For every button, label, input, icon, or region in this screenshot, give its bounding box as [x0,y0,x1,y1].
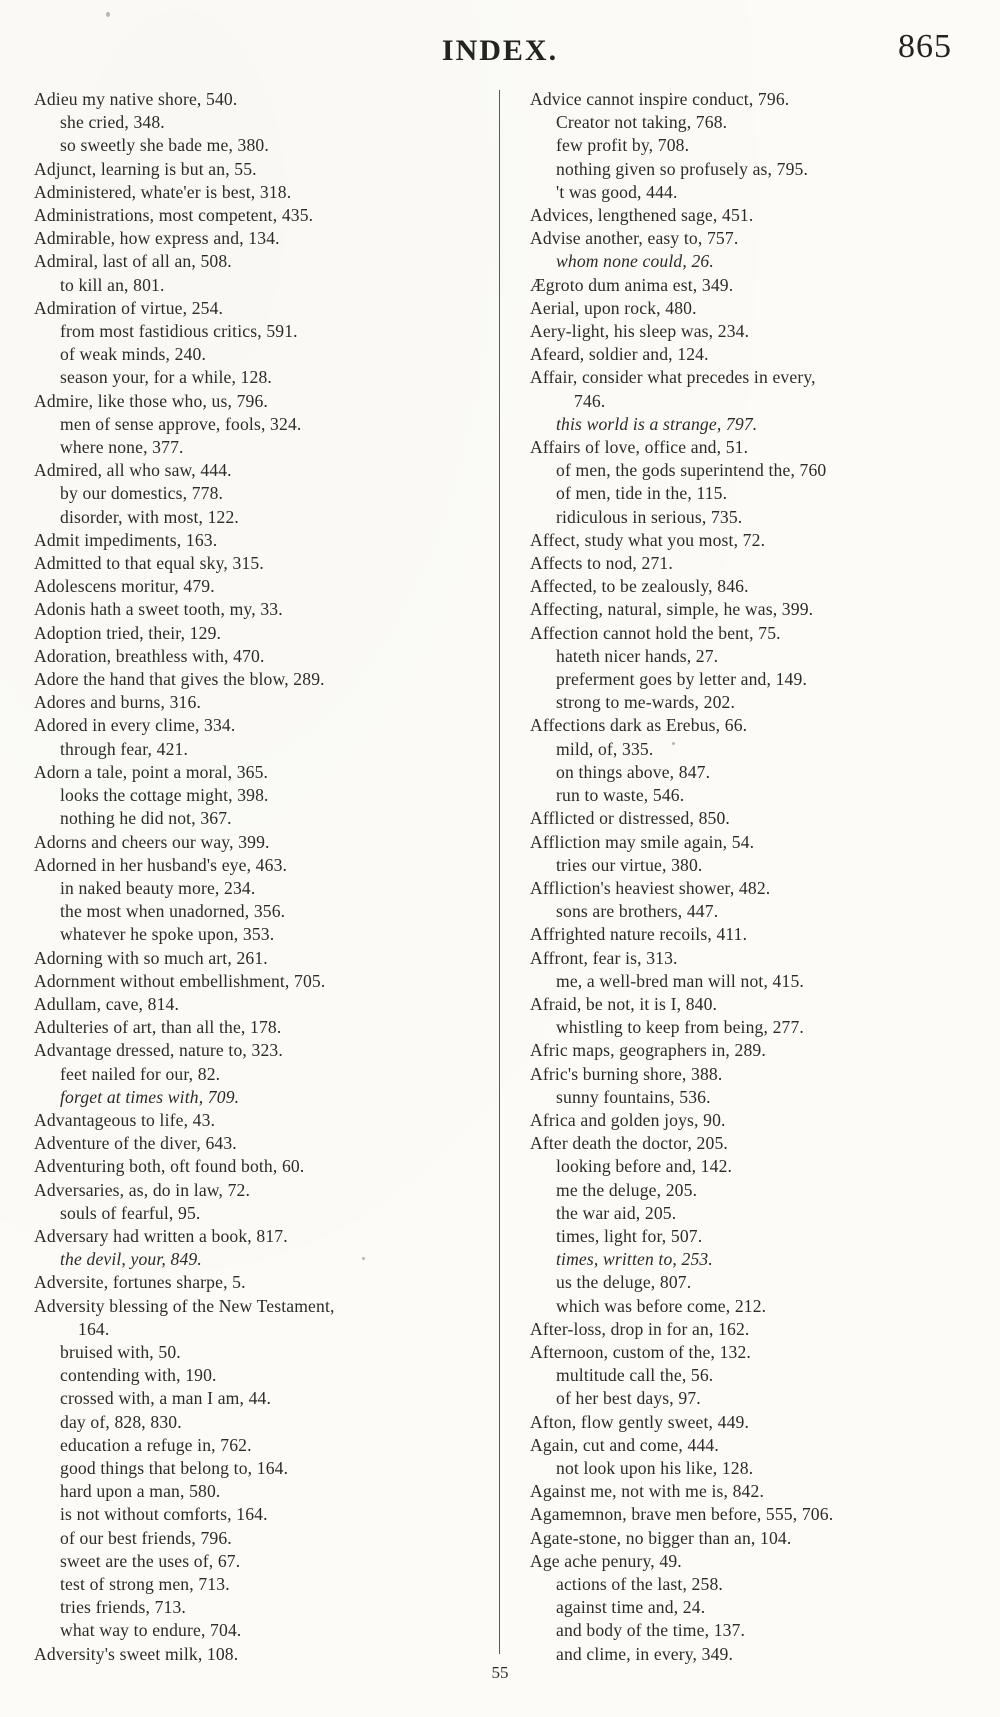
index-entry: on things above, 847. [556,761,711,782]
index-entry: feet nailed for our, 82. [60,1063,221,1084]
index-entry: Adorning with so much art, 261. [34,947,268,968]
index-entry: Adjunct, learning is but an, 55. [34,158,257,179]
index-entry: Adornment without embellishment, 705. [34,970,326,991]
index-entry: Adversary had written a book, 817. [34,1225,288,1246]
index-entry: Adoption tried, their, 129. [34,622,222,643]
index-entry: of men, tide in the, 115. [556,483,728,504]
index-entry: Adieu my native shore, 540. [34,89,238,109]
index-entry: Agamemnon, brave men before, 555, 706. [530,1504,834,1525]
index-entry: Adventuring both, oft found both, 60. [34,1156,305,1177]
index-entry: Affliction may smile again, 54. [530,831,755,852]
index-entry: she cried, 348. [60,112,165,133]
index-entry: whom none could, 26. [556,251,714,272]
index-entry: Adoration, breathless with, 470. [34,645,265,666]
index-entry: Affrighted nature recoils, 411. [530,924,748,945]
index-entry: Afflicted or distressed, 850. [530,808,730,829]
index-entry: multitude call the, 56. [556,1365,714,1386]
index-entry: 746. [574,390,606,411]
index-entry: Adversite, fortunes sharpe, 5. [34,1272,246,1293]
index-entry: Adored in every clime, 334. [34,715,236,736]
index-entry: Afric's burning shore, 388. [530,1063,723,1084]
index-entry: day of, 828, 830. [60,1411,182,1432]
page-header [34,22,966,80]
index-entry: tries friends, 713. [60,1597,186,1618]
index-entry: Admiral, last of all an, 508. [34,251,232,272]
index-entry: Adores and burns, 316. [34,692,201,713]
index-entry: looks the cottage might, 398. [60,785,269,806]
index-entry: nothing given so profusely as, 795. [556,158,809,179]
index-entry: looking before and, 142. [556,1156,733,1177]
index-entry: Advise another, easy to, 757. [530,228,739,249]
index-entry: us the deluge, 807. [556,1272,692,1293]
index-entry: Affront, fear is, 313. [530,947,678,968]
index-entry: Affection cannot hold the bent, 75. [530,622,781,643]
index-entry: through fear, 421. [60,738,189,759]
index-entry: Advice cannot inspire conduct, 796. [530,89,790,109]
index-entry: sons are brothers, 447. [556,901,719,922]
page-footer-signature: 55 [491,1663,509,1682]
index-entry: Affecting, natural, simple, he was, 399. [530,599,814,620]
index-entry: Adorn a tale, point a moral, 365. [34,761,269,782]
index-entry: and clime, in every, 349. [556,1643,734,1664]
index-entry: of men, the gods superintend the, 760 [556,460,827,481]
index-entry: bruised with, 50. [60,1341,181,1362]
index-entry: and body of the time, 137. [556,1620,746,1641]
index-entry: Admiration of virtue, 254. [34,297,224,318]
index-entry: to kill an, 801. [60,274,165,295]
index-entry: where none, 377. [60,437,184,458]
index-entry: Africa and golden joys, 90. [530,1109,726,1130]
column-divider [499,90,500,1654]
index-entry: season your, for a while, 128. [60,367,272,388]
index-entry: Creator not taking, 768. [556,112,728,133]
right-column [500,88,966,1666]
index-entry: Admit impediments, 163. [34,529,218,550]
index-entry: Adversity blessing of the New Testament, [34,1295,335,1316]
index-entry: Age ache penury, 49. [530,1550,682,1571]
index-entry: Affair, consider what precedes in every, [530,367,816,388]
index-entry: not look upon his like, 128. [556,1457,754,1478]
index-entry: Afric maps, geographers in, 289. [530,1040,766,1061]
index-entry: education a refuge in, 762. [60,1434,252,1455]
index-entry: from most fastidious critics, 591. [60,321,298,342]
index-entry: by our domestics, 778. [60,483,224,504]
index-entry: souls of fearful, 95. [60,1202,201,1223]
index-entry: Administered, whate'er is best, 318. [34,181,292,202]
index-entry: Administrations, most competent, 435. [34,205,314,226]
index-entry: in naked beauty more, 234. [60,877,256,898]
index-entry: me the deluge, 205. [556,1179,698,1200]
index-entry: crossed with, a man I am, 44. [60,1388,272,1409]
index-entry: Admire, like those who, us, 796. [34,390,268,411]
index-entry: Agate-stone, no bigger than an, 104. [530,1527,792,1548]
index-entry: nothing he did not, 367. [60,808,232,829]
index-entry: Adullam, cave, 814. [34,993,180,1014]
index-entry: tries our virtue, 380. [556,854,703,875]
index-entry: sunny fountains, 536. [556,1086,711,1107]
index-entry: times, written to, 253. [556,1249,713,1270]
index-entry: Adventure of the diver, 643. [34,1133,237,1154]
index-entry: 164. [78,1318,110,1339]
index-entry: Adore the hand that gives the blow, 289. [34,669,325,690]
index-entry: few profit by, 708. [556,135,690,156]
index-entry: Affect, study what you most, 72. [530,529,766,550]
index-entry: Affairs of love, office and, 51. [530,437,749,458]
index-entry: so sweetly she bade me, 380. [60,135,269,156]
index-entry: Aery-light, his sleep was, 234. [530,321,750,342]
index-entry: forget at times with, 709. [60,1086,240,1107]
index-entry: After-loss, drop in for an, 162. [530,1318,750,1339]
index-entry: the war aid, 205. [556,1202,677,1223]
index-entry: Adversaries, as, do in law, 72. [34,1179,251,1200]
index-entry: actions of the last, 258. [556,1574,723,1594]
page-speck [106,12,110,17]
index-entry: preferment goes by letter and, 149. [556,669,807,690]
index-entry: the most when unadorned, 356. [60,901,286,922]
index-entry: Afraid, be not, it is I, 840. [530,993,718,1014]
page-title: INDEX. [441,34,559,67]
left-column [34,88,500,1666]
index-entry: Again, cut and come, 444. [530,1434,719,1455]
index-entry: of our best friends, 796. [60,1527,232,1548]
index-entry: strong to me-wards, 202. [556,692,736,713]
index-entry: of weak minds, 240. [60,344,207,365]
index-entry: mild, of, 335. [556,738,654,759]
index-entry: men of sense approve, fools, 324. [60,413,302,434]
index-entry: which was before come, 212. [556,1295,767,1316]
index-entry: Admitted to that equal sky, 315. [34,553,264,574]
index-entry: the devil, your, 849. [60,1249,202,1270]
index-entry: contending with, 190. [60,1365,217,1386]
index-entry: 't was good, 444. [556,181,678,202]
index-entry: ridiculous in serious, 735. [556,506,743,527]
index-entry: Affliction's heaviest shower, 482. [530,877,771,898]
index-entry: Affected, to be zealously, 846. [530,576,749,597]
index-entry: Afton, flow gently sweet, 449. [530,1411,750,1432]
index-entry: Affections dark as Erebus, 66. [530,715,748,736]
index-entry: Affects to nod, 271. [530,553,673,574]
page-number: 865 [898,28,952,65]
index-entry: Adorns and cheers our way, 399. [34,831,270,852]
index-entry: hard upon a man, 580. [60,1481,221,1502]
index-entry: Adorned in her husband's eye, 463. [34,854,288,875]
index-entry: Adolescens moritur, 479. [34,576,215,597]
index-entry: me, a well-bred man will not, 415. [556,970,804,991]
index-entry: Ægroto dum anima est, 349. [530,274,734,295]
index-entry: Aerial, upon rock, 480. [530,297,697,318]
index-entry: Advices, lengthened sage, 451. [530,205,754,226]
index-entry: run to waste, 546. [556,785,685,806]
index-entry: Advantageous to life, 43. [34,1109,216,1130]
index-entry: Adonis hath a sweet tooth, my, 33. [34,599,283,620]
index-entry: times, light for, 507. [556,1225,703,1246]
index-entry: of her best days, 97. [556,1388,701,1409]
index-entry: Admired, all who saw, 444. [34,460,232,481]
index-entry: against time and, 24. [556,1597,706,1618]
index-entry: Advantage dressed, nature to, 323. [34,1040,283,1061]
index-columns [34,88,966,1666]
index-entry: whistling to keep from being, 277. [556,1017,804,1038]
index-entry: Afeard, soldier and, 124. [530,344,709,365]
index-entry: hateth nicer hands, 27. [556,645,719,666]
index-entry: After death the doctor, 205. [530,1133,728,1154]
index-entry: what way to endure, 704. [60,1620,242,1641]
index-entry: is not without comforts, 164. [60,1504,268,1525]
index-entry: Admirable, how express and, 134. [34,228,280,249]
index-entry: whatever he spoke upon, 353. [60,924,275,945]
index-entry: test of strong men, 713. [60,1574,230,1594]
index-entry: Against me, not with me is, 842. [530,1481,764,1502]
index-entry: good things that belong to, 164. [60,1457,289,1478]
index-entry: disorder, with most, 122. [60,506,239,527]
index-entry: this world is a strange, 797. [556,413,758,434]
index-entry: sweet are the uses of, 67. [60,1550,241,1571]
index-entry: Adulteries of art, than all the, 178. [34,1017,282,1038]
index-entry: Afternoon, custom of the, 132. [530,1341,751,1362]
index-entry: Adversity's sweet milk, 108. [34,1643,239,1664]
